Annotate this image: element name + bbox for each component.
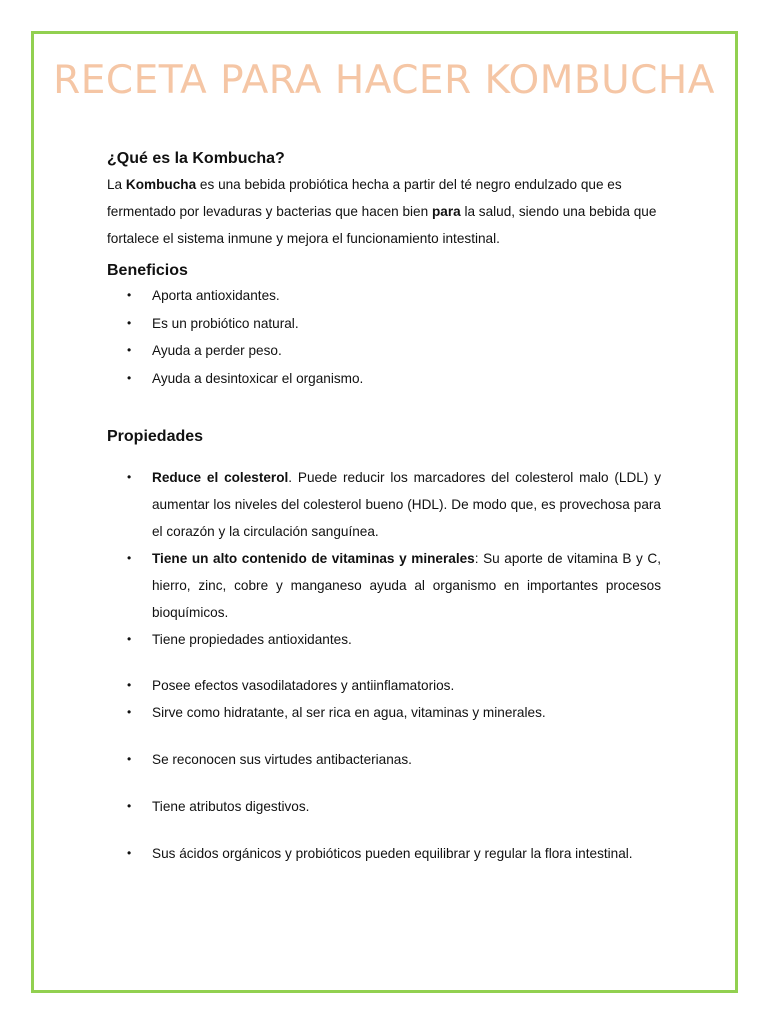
item-text: Se reconocen sus virtudes antibacterianas. xyxy=(152,752,412,767)
list-item xyxy=(107,793,661,820)
intro-paragraph xyxy=(107,171,661,252)
list-item xyxy=(107,626,661,653)
list-item: • Aporta antioxidantes. xyxy=(107,282,661,310)
list-item xyxy=(107,840,661,867)
beneficios-section xyxy=(107,262,661,392)
item-text: Tiene propiedades antioxidantes. xyxy=(152,632,352,647)
list-item xyxy=(107,746,661,773)
item-text: . Puede reducir los marcadores del colesterol malo (LDL) y aumentar los niveles del colesterol bueno (HDL). De modo que, es provechosa para el corazón y la circulación sanguínea. xyxy=(152,470,661,539)
document-title: RECETA PARA HACER KOMBUCHA xyxy=(53,58,715,103)
intro-bold-para: para xyxy=(431,204,461,219)
list-item xyxy=(107,672,661,699)
document-body xyxy=(107,150,661,867)
intro-text-post: la salud, siendo una bebida que fortalece el sistema inmune y mejora el funcionamiento intestinal. xyxy=(107,204,657,246)
list-item xyxy=(107,699,661,726)
item-text: Sus ácidos orgánicos y probióticos pueden equilibrar y regular la flora intestinal. xyxy=(152,846,633,861)
list-item: • Ayuda a perder peso. xyxy=(107,337,661,365)
intro-section xyxy=(107,150,661,252)
intro-heading: ¿Qué es la Kombucha? xyxy=(107,150,285,167)
propiedades-section xyxy=(107,428,661,867)
beneficios-heading: Beneficios xyxy=(107,262,188,279)
intro-bold-kombucha: Kombucha xyxy=(125,177,197,192)
item-bold-lead: Tiene un alto contenido de vitaminas y minerales xyxy=(152,551,475,566)
list-item xyxy=(107,545,661,626)
item-text: Sirve como hidratante, al ser rica en agua, vitaminas y minerales. xyxy=(152,705,546,720)
list-item: • Es un probiótico natural. xyxy=(107,310,661,338)
propiedades-heading: Propiedades xyxy=(107,428,204,445)
beneficios-list xyxy=(107,282,661,392)
item-text: Posee efectos vasodilatadores y antiinflamatorios. xyxy=(152,678,455,693)
propiedades-list xyxy=(107,464,661,867)
list-item: • Ayuda a desintoxicar el organismo. xyxy=(107,365,661,393)
item-text: Tiene atributos digestivos. xyxy=(152,799,310,814)
item-bold-lead: Reduce el colesterol xyxy=(152,470,289,485)
intro-text-mid: es una bebida probiótica hecha a partir del té negro endulzado que es fermentado por levaduras y bacterias que hacen bien xyxy=(107,177,622,219)
intro-text-pre: La xyxy=(107,177,126,192)
item-text: : Su aporte de vitamina B y C, hierro, zinc, cobre y manganeso ayuda al organismo en importantes procesos bioquímicos. xyxy=(152,551,661,620)
intro-paragraph-wrap xyxy=(107,171,661,252)
list-item xyxy=(107,464,661,545)
